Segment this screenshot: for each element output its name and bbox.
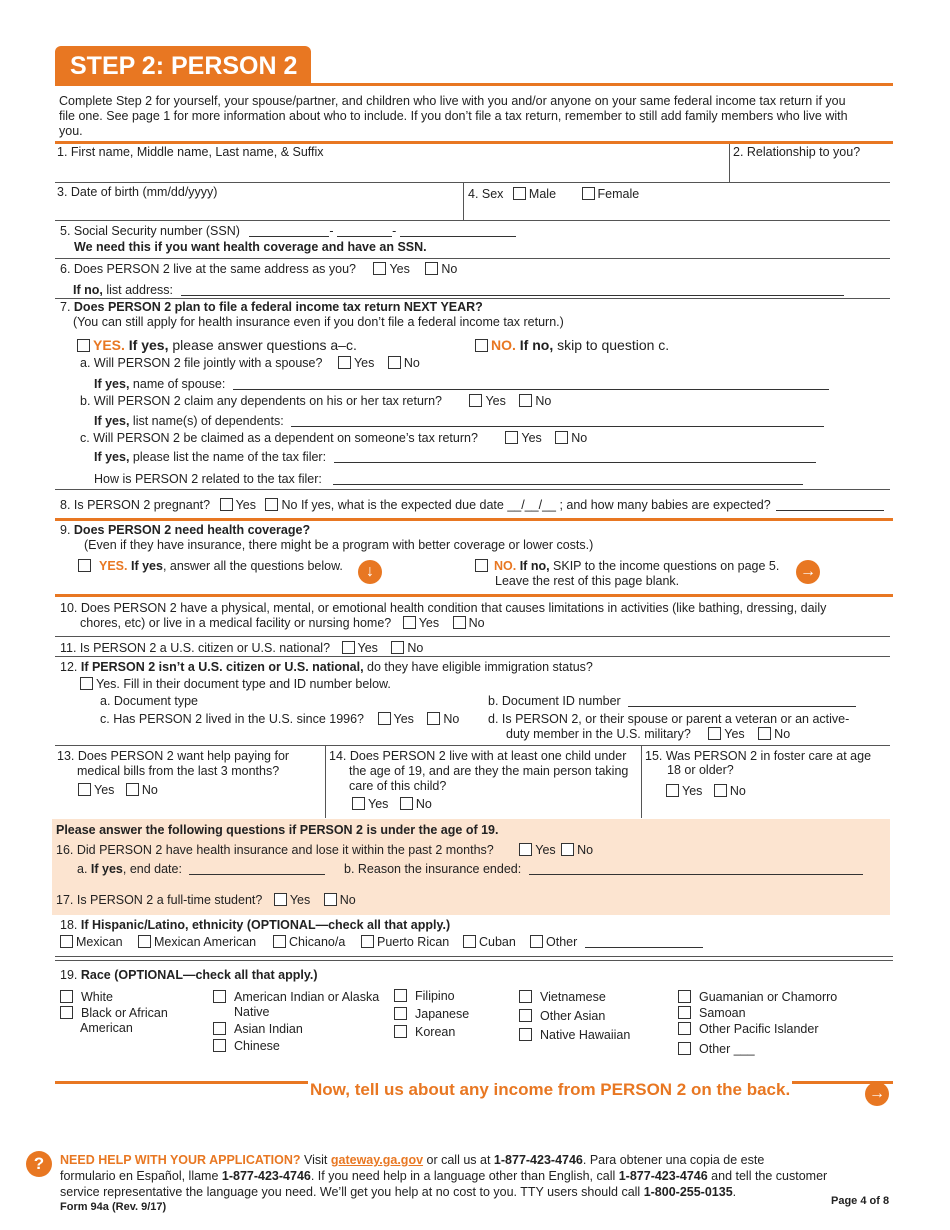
q7-label: Does PERSON 2 plan to file a federal income tax return NEXT YEAR? (73, 300, 483, 314)
race-checkbox[interactable] (213, 990, 226, 1003)
q6-yes-checkbox[interactable] (373, 262, 386, 275)
q15-line1: 15. Was PERSON 2 in foster care at age (645, 749, 872, 763)
q12-label: do they have eligible immigration status? (363, 660, 593, 674)
q7c-no-label: No (571, 431, 588, 445)
q12d-yes-checkbox[interactable] (708, 727, 721, 740)
race-label: White (81, 990, 113, 1004)
q9-no-checkbox[interactable] (475, 559, 488, 572)
reason-field[interactable] (529, 862, 863, 875)
q8-yes-checkbox[interactable] (220, 498, 233, 511)
q7-no-text: skip to question c. (553, 337, 670, 353)
q16-no-checkbox[interactable] (561, 843, 574, 856)
q11-no-checkbox[interactable] (391, 641, 404, 654)
arrow-down-icon: ↓ (358, 560, 382, 584)
q17-row (56, 893, 356, 907)
q7a-yes-checkbox[interactable] (338, 356, 351, 369)
help-text: . (732, 1185, 737, 1199)
gateway-link[interactable]: gateway.ga.gov (330, 1153, 424, 1167)
q7b-yes-label: Yes (485, 394, 506, 408)
q7a-ifyes-text: name of spouse: (129, 377, 226, 391)
help-line2 (60, 1169, 827, 1183)
q8-no-label: No (281, 498, 298, 512)
q14-yes-label: Yes (368, 797, 389, 811)
q14-yes-checkbox[interactable] (352, 797, 365, 810)
q12a-label[interactable]: a. Document type (100, 694, 198, 708)
race-label: Chinese (234, 1039, 280, 1053)
race-checkbox[interactable] (213, 1039, 226, 1052)
q16a-prefix: a. (77, 862, 91, 876)
q7-no-ifno: If no, (515, 337, 554, 353)
step-title: STEP 2: PERSON 2 (70, 52, 298, 80)
q18-label: If Hispanic/Latino, ethnicity (OPTIONAL—check all that apply.) (80, 918, 451, 932)
q12-yes-label: Yes. Fill in their document type and ID number below. (96, 677, 391, 691)
q18-label-row (60, 918, 450, 932)
q18-checkbox[interactable] (463, 935, 476, 948)
q7-yes-word: YES. (93, 337, 125, 353)
male-label: Male (528, 187, 557, 201)
q7c-yes-label: Yes (521, 431, 542, 445)
q13-line1: 13. Does PERSON 2 want help paying for (57, 749, 290, 763)
q15-yes-checkbox[interactable] (666, 784, 679, 797)
phone-number: 1-877-423-4746 (221, 1169, 311, 1183)
q5-label: 5. Social Security number (SSN) (60, 224, 240, 238)
q10-line2-row (80, 616, 485, 630)
race-label: American Indian or Alaska (234, 990, 380, 1004)
spouse-name-field[interactable] (233, 377, 829, 390)
q6-no-label: No (441, 262, 458, 276)
q18-option-label: Mexican American (154, 935, 257, 949)
race-option (394, 1025, 455, 1039)
q14-line3: care of this child? (349, 779, 447, 793)
q18-checkbox[interactable] (273, 935, 286, 948)
q11-label: 11. Is PERSON 2 a U.S. citizen or U.S. national? (60, 641, 331, 655)
q12c-row (100, 712, 459, 726)
help-question-icon: ? (26, 1151, 52, 1177)
q10-line1: 10. Does PERSON 2 have a physical, mental, or emotional health condition that causes limitations in activities (like bathing, dressing, daily (60, 601, 827, 615)
race-checkbox[interactable] (519, 1028, 532, 1041)
q5-row: 5. Social Security number (SSN) - - (60, 224, 516, 238)
q13-no-label: No (141, 783, 158, 797)
female-label: Female (597, 187, 640, 201)
q10-line2: chores, etc) or live in a medical facility or nursing home? (80, 616, 392, 630)
arrow-right-icon: → (865, 1082, 889, 1106)
q2-label[interactable]: 2. Relationship to you? (733, 145, 861, 159)
race-label: Filipino (415, 989, 455, 1003)
help-text: and tell the customer (707, 1169, 828, 1183)
q18-num: 18. (60, 918, 81, 932)
race-checkbox[interactable] (678, 1022, 691, 1035)
q17-yes-checkbox[interactable] (274, 893, 287, 906)
document-id-field[interactable] (628, 694, 856, 707)
q16-row (56, 843, 593, 857)
q7a-no-checkbox[interactable] (388, 356, 401, 369)
q10-yes-label: Yes (418, 616, 440, 630)
q18-option-label: Mexican (76, 935, 123, 949)
race-checkbox[interactable] (678, 1042, 691, 1055)
q12-yes-checkbox[interactable] (80, 677, 93, 690)
q16a-label: , end date: (122, 862, 182, 876)
race-option (519, 1009, 605, 1023)
q7c-relation-row (94, 472, 803, 486)
divider (55, 489, 890, 490)
q7a-yes-label: Yes (353, 356, 375, 370)
divider (55, 636, 890, 637)
next-banner: Now, tell us about any income from PERSON 2 on the back. (310, 1080, 791, 1099)
q9-sub: (Even if they have insurance, there might be a program with better coverage or lower costs.) (84, 538, 594, 552)
q12-label-row (60, 660, 593, 674)
q19-num: 19. (60, 968, 81, 982)
q7-no-word: NO. (491, 337, 516, 353)
q6-no-checkbox[interactable] (425, 262, 438, 275)
q7c-yes-checkbox[interactable] (505, 431, 518, 444)
divider (55, 258, 890, 259)
q15-yes-label: Yes (682, 784, 703, 798)
q7a-row (80, 356, 420, 370)
q7-yes-row (77, 337, 357, 353)
race-label: Korean (415, 1025, 456, 1039)
q12c-label: c. Has PERSON 2 lived in the U.S. since 1996? (100, 712, 365, 726)
q18-option (463, 935, 516, 949)
race-label: Other Pacific Islander (699, 1022, 819, 1036)
q7b-no-checkbox[interactable] (519, 394, 532, 407)
race-label: Guamanian or Chamorro (699, 990, 838, 1004)
race-checkbox[interactable] (678, 990, 691, 1003)
race-option (678, 1006, 746, 1020)
ssn-part2[interactable] (337, 224, 392, 237)
race-option (678, 1022, 819, 1036)
race-checkbox[interactable] (60, 1006, 73, 1019)
q7b-label: b. Will PERSON 2 claim any dependents on his or her tax return? (80, 394, 442, 408)
q8-yes-label: Yes (235, 498, 256, 512)
race-option (213, 1039, 280, 1053)
q7b-ifyes-text: list name(s) of dependents: (129, 414, 284, 428)
q6-address-field[interactable] (181, 283, 844, 296)
race-checkbox[interactable] (519, 1009, 532, 1022)
female-checkbox[interactable] (582, 187, 595, 200)
divider (55, 182, 890, 183)
q16-yes-checkbox[interactable] (519, 843, 532, 856)
relation-field[interactable] (333, 472, 803, 485)
q18-option-label: Chicano/a (289, 935, 346, 949)
q18-other-field[interactable] (585, 935, 703, 948)
q7a-spouse-row (94, 377, 829, 391)
help-call: or call us at (423, 1153, 494, 1167)
section-rule (55, 594, 893, 597)
q18-checkbox[interactable] (530, 935, 543, 948)
phone-number: 1-877-423-4746 (493, 1153, 583, 1167)
arrow-right-icon: → (796, 560, 820, 584)
q7-num: 7. (60, 300, 74, 314)
q15-options (666, 784, 746, 798)
q9-no-word: NO. (494, 559, 517, 573)
dependents-field[interactable] (291, 414, 824, 427)
q7a-ifyes: If yes, (94, 377, 130, 391)
header-rule (55, 83, 893, 86)
race-label: Other Asian (540, 1009, 606, 1023)
q7c-ifyes-text: please list the name of the tax filer: (129, 450, 327, 464)
q13-yes-checkbox[interactable] (78, 783, 91, 796)
q8-row (60, 498, 884, 512)
race-checkbox[interactable] (394, 989, 407, 1002)
q7b-ifyes: If yes, (94, 414, 130, 428)
q12-label-bold: If PERSON 2 isn’t a U.S. citizen or U.S. national, (80, 660, 364, 674)
q9-no-ifno: If no, (516, 559, 550, 573)
q13-no-checkbox[interactable] (126, 783, 139, 796)
q12b-row (488, 694, 856, 708)
q16a-ifyes: If yes (90, 862, 123, 876)
q14-no-checkbox[interactable] (400, 797, 413, 810)
q9-yes-text: , answer all the questions below. (162, 559, 343, 573)
q7a-no-label: No (403, 356, 420, 370)
ssn-part1[interactable] (249, 224, 329, 237)
q7c-filer-row (94, 450, 816, 464)
race-label: Black or African (81, 1006, 168, 1020)
divider (55, 960, 893, 961)
q18-option (530, 935, 703, 949)
q16-yes-label: Yes (535, 843, 556, 857)
q7-yes-checkbox[interactable] (77, 339, 90, 352)
q7-label-row (60, 300, 483, 314)
q11-yes-label: Yes (357, 641, 378, 655)
divider (55, 656, 890, 657)
race-label: Samoan (699, 1006, 746, 1020)
help-text: formulario en Español, llame (60, 1169, 222, 1183)
q16a-row (77, 862, 325, 876)
q16-no-label: No (577, 843, 594, 857)
end-date-field[interactable] (189, 862, 325, 875)
race-label: Japanese (415, 1007, 470, 1021)
q10-no-label: No (468, 616, 485, 630)
q18-checkbox[interactable] (138, 935, 151, 948)
q9-yes-ifyes: If yes (127, 559, 163, 573)
q6-ifno-text: list address: (102, 283, 174, 297)
help-heading: NEED HELP WITH YOUR APPLICATION? (60, 1153, 301, 1167)
q18-option-label: Puerto Rican (377, 935, 450, 949)
q12d-line2: duty member in the U.S. military? (506, 727, 691, 741)
race-option (519, 990, 606, 1004)
q7c-no-checkbox[interactable] (555, 431, 568, 444)
page-number: Page 4 of 8 (831, 1195, 890, 1207)
q12d-no-label: No (774, 727, 791, 741)
q13-yes-label: Yes (94, 783, 115, 797)
q6-row (60, 262, 457, 276)
help-line1 (60, 1153, 764, 1167)
q13-options (78, 783, 158, 797)
q7b-dependents-row (94, 414, 824, 428)
q9-no-text: SKIP to the income questions on page 5. (549, 559, 780, 573)
q7c-relation-label: How is PERSON 2 related to the tax filer: (94, 472, 322, 486)
race-option (394, 1007, 469, 1021)
q14-line2: the age of 19, and are they the main person taking (349, 764, 629, 778)
q18-checkbox[interactable] (60, 935, 73, 948)
race-checkbox[interactable] (213, 1022, 226, 1035)
divider (55, 956, 893, 957)
intro-text: Complete Step 2 for yourself, your spouse/partner, and children who live with you and/or anyone on your same federal income tax return if you file one. See page 1 for more information about who to include. If you don’t file a tax return, remember to still add family members who live with you. (59, 94, 848, 138)
race-label: Native Hawaiian (540, 1028, 631, 1042)
race-label-cont: Native (234, 1005, 270, 1019)
q14-options (352, 797, 432, 811)
q12-num: 12. (60, 660, 81, 674)
race-option (678, 1042, 755, 1056)
q7-yes-text: please answer questions a–c. (168, 337, 357, 353)
q7-yes-ifyes: If yes, (124, 337, 169, 353)
q9-no-text2: Leave the rest of this page blank. (495, 574, 680, 588)
q14-line1: 14. Does PERSON 2 live with at least one child under (329, 749, 627, 763)
q18-option (138, 935, 256, 949)
q9-yes-word: YES. (99, 559, 128, 573)
race-option (213, 1022, 303, 1036)
q11-row (60, 641, 423, 655)
race-option (394, 989, 455, 1003)
race-checkbox[interactable] (394, 1007, 407, 1020)
help-text: service representative the language you need. We’ll get you help at no cost to you. TTY users should call (60, 1185, 644, 1199)
q19-label: Race (OPTIONAL—check all that apply.) (80, 968, 318, 982)
q6-ifno: If no, (73, 283, 103, 297)
q12c-yes-checkbox[interactable] (378, 712, 391, 725)
q12d-no-checkbox[interactable] (758, 727, 771, 740)
race-checkbox[interactable] (60, 990, 73, 1003)
divider (641, 745, 642, 818)
q13-line2: medical bills from the last 3 months? (77, 764, 280, 778)
q18-option (361, 935, 449, 949)
q18-option (273, 935, 345, 949)
q17-yes-label: Yes (289, 893, 311, 907)
q9-yes-checkbox[interactable] (78, 559, 91, 572)
q16b-label: b. Reason the insurance ended: (344, 862, 522, 876)
q18-option (60, 935, 123, 949)
q15-no-checkbox[interactable] (714, 784, 727, 797)
q7-no-checkbox[interactable] (475, 339, 488, 352)
q7b-no-label: No (535, 394, 552, 408)
q8-label: 8. Is PERSON 2 pregnant? (60, 498, 211, 512)
help-es: . Para obtener una copia de este (582, 1153, 765, 1167)
q12d-yes-label: Yes (724, 727, 745, 741)
race-checkbox[interactable] (394, 1025, 407, 1038)
q9-label: Does PERSON 2 need health coverage? (73, 523, 311, 537)
q12b-label: b. Document ID number (488, 694, 621, 708)
divider (729, 144, 730, 182)
q12c-no-checkbox[interactable] (427, 712, 440, 725)
q9-no-row (475, 559, 779, 573)
race-checkbox[interactable] (519, 990, 532, 1003)
q12-yes-row (80, 677, 391, 691)
q7a-label: a. Will PERSON 2 file jointly with a spouse? (80, 356, 323, 370)
race-checkbox[interactable] (678, 1006, 691, 1019)
q15-no-label: No (729, 784, 746, 798)
q4-label: 4. Sex (468, 187, 504, 201)
q12d-line1: d. Is PERSON 2, or their spouse or parent a veteran or an active- (488, 712, 850, 726)
q1-label[interactable]: 1. First name, Middle name, Last name, & Suffix (57, 145, 324, 159)
tax-filer-field[interactable] (334, 450, 816, 463)
q7c-ifyes: If yes, (94, 450, 130, 464)
q16-label: 16. Did PERSON 2 have health insurance and lose it within the past 2 months? (56, 843, 494, 857)
help-line3 (60, 1185, 736, 1199)
q11-yes-checkbox[interactable] (342, 641, 355, 654)
section-rule (55, 518, 893, 521)
q7-no-row (475, 337, 669, 353)
q5-note: We need this if you want health coverage and have an SSN. (74, 240, 427, 254)
q9-label-row (60, 523, 310, 537)
q6-yes-label: Yes (389, 262, 410, 276)
race-option (60, 990, 113, 1004)
race-label-cont: American (80, 1021, 133, 1035)
q16b-row (344, 862, 863, 876)
q7b-yes-checkbox[interactable] (469, 394, 482, 407)
babies-field[interactable] (776, 498, 884, 511)
divider (325, 745, 326, 818)
race-option (213, 990, 379, 1004)
q9-num: 9. (60, 523, 74, 537)
q19-label-row (60, 968, 318, 982)
q7c-label: c. Will PERSON 2 be claimed as a dependent on someone’s tax return? (80, 431, 478, 445)
q8-followup: If yes, what is the expected due date __/__/__ ; and how many babies are expected? (300, 498, 771, 512)
q6-label: 6. Does PERSON 2 live at the same address as you? (60, 262, 356, 276)
q6-address-row (73, 283, 844, 297)
race-option (60, 1006, 168, 1020)
q17-label: 17. Is PERSON 2 a full-time student? (56, 893, 263, 907)
section-rule (55, 141, 893, 144)
q7c-row (80, 431, 587, 445)
divider (55, 298, 890, 299)
q12d-row (506, 727, 790, 741)
tty-number: 1-800-255-0135 (643, 1185, 733, 1199)
q18-option-label: Cuban (479, 935, 516, 949)
form-number: Form 94a (Rev. 9/17) (60, 1201, 167, 1213)
q8-no-checkbox[interactable] (265, 498, 278, 511)
q14-no-label: No (415, 797, 432, 811)
q11-no-label: No (407, 641, 424, 655)
q17-no-checkbox[interactable] (324, 893, 337, 906)
q18-option-label: Other (546, 935, 578, 949)
divider (55, 745, 890, 746)
q4-row (468, 187, 639, 201)
race-label: Other ___ (699, 1042, 755, 1056)
under19-heading: Please answer the following questions if PERSON 2 is under the age of 19. (56, 823, 499, 837)
q7b-row (80, 394, 551, 408)
q10-yes-checkbox[interactable] (403, 616, 416, 629)
divider (55, 220, 890, 221)
q12c-yes-label: Yes (393, 712, 414, 726)
race-label: Asian Indian (234, 1022, 303, 1036)
q9-yes-row (78, 559, 343, 573)
q17-no-label: No (339, 893, 356, 907)
q10-no-checkbox[interactable] (453, 616, 466, 629)
help-visit: Visit (300, 1153, 331, 1167)
race-option (519, 1028, 630, 1042)
phone-number: 1-877-423-4746 (618, 1169, 708, 1183)
ssn-part3[interactable] (400, 224, 516, 237)
q15-line2: 18 or older? (667, 763, 734, 777)
male-checkbox[interactable] (513, 187, 526, 200)
race-label: Vietnamese (540, 990, 606, 1004)
q7-sub: (You can still apply for health insurance even if you don’t file a federal income tax return.) (73, 315, 564, 329)
help-text: . If you need help in a language other than English, call (310, 1169, 619, 1183)
q12c-no-label: No (443, 712, 460, 726)
q3-label[interactable]: 3. Date of birth (mm/dd/yyyy) (57, 185, 218, 199)
race-option (678, 990, 837, 1004)
divider (463, 182, 464, 220)
q18-checkbox[interactable] (361, 935, 374, 948)
